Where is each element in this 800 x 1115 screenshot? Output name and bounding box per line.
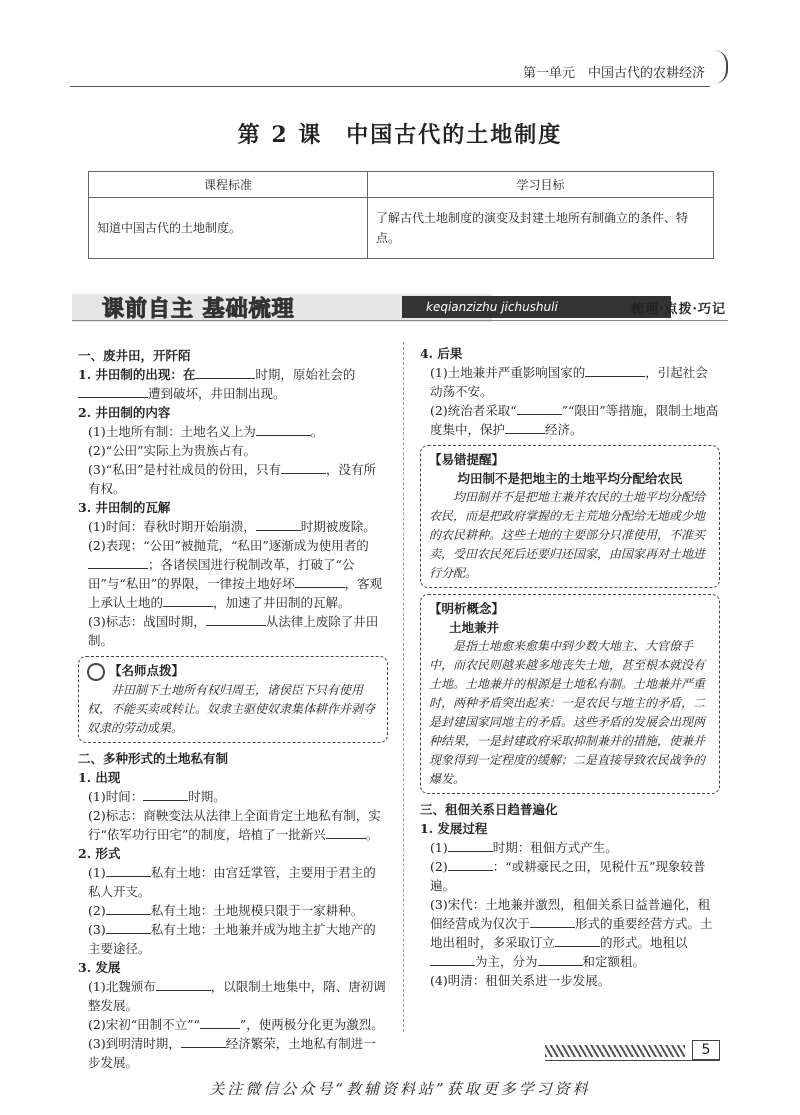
text: 时期。 <box>188 788 226 804</box>
paragraph <box>420 857 720 895</box>
text: ；各诸侯国进行税制改革，打破了“公田”与“私田”的界限，一律按土地好坏 <box>88 557 355 591</box>
paragraph <box>78 460 388 498</box>
paragraph <box>420 401 720 439</box>
fill-blank[interactable] <box>538 952 583 966</box>
text: 私有土地：由宫廷掌管，主要用于君主的私人开支。 <box>88 864 376 899</box>
subheading: 1. 出现 <box>78 769 121 785</box>
fill-blank[interactable] <box>448 838 493 852</box>
concept-box <box>420 594 720 794</box>
tip-tag <box>87 661 379 681</box>
banner-pinyin: keqianzizhu jichushuli <box>402 296 671 318</box>
fill-blank[interactable] <box>295 574 345 588</box>
subheading: 2. 井田制的内容 <box>78 405 171 420</box>
paragraph <box>420 838 720 857</box>
text: 和定额租。 <box>582 954 646 969</box>
table-row <box>89 198 714 259</box>
warning-body: 均田制并不是把地主兼并农民的土地平均分配给农民，而是把政府掌握的无主荒地分配给无地或少地的农民耕种。这些土地的主要部分只准使用，不准买卖，受田农民死后还要归还国家，由国家再对土地进行分配。 <box>429 490 706 580</box>
paragraph <box>78 806 388 844</box>
text: ，引起社会动荡不安。 <box>430 365 708 399</box>
table-header-row <box>89 172 714 198</box>
text: (2)表现：“公田”被抛荒，“私田”逐渐成为使用者的 <box>88 538 369 553</box>
text: (1) <box>88 864 106 880</box>
fill-blank[interactable] <box>195 365 255 379</box>
text: (3) <box>88 921 106 937</box>
fill-blank[interactable] <box>163 593 213 607</box>
fill-blank[interactable] <box>106 863 151 877</box>
subheading: 2. 形式 <box>78 845 121 861</box>
text: ，客观上承认土地的 <box>88 576 383 610</box>
left-column <box>78 344 388 1072</box>
paragraph <box>78 787 388 806</box>
text: 经济繁荣，土地私有制进一步发展。 <box>88 1035 376 1070</box>
paragraph <box>78 901 388 920</box>
subheading: 3. 井田制的瓦解 <box>78 500 171 515</box>
text: 时期：租佃方式产生。 <box>492 840 618 855</box>
paragraph <box>420 363 720 401</box>
tip-label: 【名师点拨】 <box>109 663 185 678</box>
warning-tag: 【易错提醒】 <box>429 452 505 467</box>
paragraph <box>78 920 388 958</box>
fill-blank[interactable] <box>156 977 211 991</box>
text: ”，使两极分化更为激烈。 <box>239 1016 384 1032</box>
concept-subtitle: 土地兼并 <box>449 620 500 635</box>
fill-blank[interactable] <box>430 952 475 966</box>
text: ”“限田”等措施，限制土地高度集中，保护 <box>430 403 719 437</box>
fill-blank[interactable] <box>88 555 148 569</box>
text: (1)土地所有制：土地名义上为 <box>88 424 256 439</box>
paragraph <box>78 1034 388 1072</box>
text: (1)土地兼并严重影响国家的 <box>430 365 586 380</box>
header-rule <box>70 86 710 87</box>
fill-blank[interactable] <box>585 363 645 377</box>
right-column <box>420 344 720 990</box>
paragraph <box>78 422 388 441</box>
page-number: 5 <box>692 1040 720 1060</box>
paragraph: (4)明清：租佃关系进一步发展。 <box>430 973 611 988</box>
text: 。 <box>310 424 324 439</box>
fill-blank[interactable] <box>517 401 562 415</box>
footer-note: 关注微信公众号“教辅资料站”获取更多学习资料 <box>209 1080 591 1098</box>
warning-box <box>420 445 720 588</box>
text: 私有土地：土地规模只限于一家耕种。 <box>150 902 364 918</box>
text: (3)标志：战国时期， <box>88 614 206 629</box>
paragraph <box>78 1015 388 1034</box>
text: 时期，原始社会的 <box>255 367 356 382</box>
unit-header: 第一单元 中国古代的农耕经济 <box>522 66 705 81</box>
text: 时期被废除。 <box>300 519 376 534</box>
warning-subtitle: 均田制不是把地主的土地平均分配给农民 <box>457 471 683 486</box>
text: 遭到破坏，井田制出现。 <box>148 386 286 401</box>
lesson-title: 第 2 课 中国古代的土地制度 <box>237 122 563 148</box>
text: ，没有所有权。 <box>88 462 377 496</box>
paragraph <box>78 863 388 901</box>
fill-blank[interactable] <box>206 612 266 626</box>
fill-blank[interactable] <box>256 422 311 436</box>
fill-blank[interactable] <box>200 1015 240 1029</box>
table-cell: 知道中国古代的土地制度。 <box>89 198 368 259</box>
tip-box <box>78 656 388 743</box>
subheading: 4. 后果 <box>420 346 463 361</box>
fill-blank[interactable] <box>326 825 366 839</box>
text: (3)到明清时期， <box>88 1035 181 1051</box>
column-divider <box>403 342 404 1032</box>
paragraph <box>78 517 388 536</box>
fill-blank[interactable] <box>78 384 148 398</box>
text: (1)时间：春秋时期开始崩溃， <box>88 519 256 534</box>
text: (2) <box>88 902 106 918</box>
paragraph <box>78 612 388 650</box>
text: ，以限制土地集中，隋、唐初调整发展。 <box>88 978 386 1013</box>
text: (2)统治者采取“ <box>430 403 517 418</box>
text: 从法律上废除了井田制。 <box>88 614 379 648</box>
paragraph <box>78 536 388 612</box>
fill-blank[interactable] <box>555 933 600 947</box>
paragraph <box>420 895 720 971</box>
text: (2)标志：商鞅变法从法律上全面肯定土地私有制，实行“依军功行田宅”的制度，培植了一批新兴 <box>88 807 381 842</box>
text: 的形式。地租以 <box>600 935 688 950</box>
text: (3)“私田”是村社成员的份田，只有 <box>88 462 281 477</box>
item-label: 1. 井田制的出现：在 <box>78 367 196 382</box>
text: (1)北魏颁布 <box>88 978 156 994</box>
fill-blank[interactable] <box>281 460 326 474</box>
fill-blank[interactable] <box>106 920 151 934</box>
fill-blank[interactable] <box>505 420 545 434</box>
banner-rule <box>72 320 728 321</box>
banner-title: 课前自主 基础梳理 <box>102 296 295 322</box>
text: 形式的重要经营方式。土地出租时，多采取订立 <box>430 916 713 950</box>
fill-blank[interactable] <box>106 901 151 915</box>
page-bar <box>545 1045 685 1057</box>
table-header-cell: 课程标准 <box>89 172 368 198</box>
section-title: 二、多种形式的土地私有制 <box>78 750 229 766</box>
header-bracket <box>712 50 728 84</box>
page-rule <box>545 1060 720 1061</box>
text: 。 <box>365 826 379 842</box>
concept-tag: 【明析概念】 <box>429 601 505 616</box>
fill-blank[interactable] <box>256 517 301 531</box>
subheading: 1. 发展过程 <box>420 821 488 836</box>
magnifier-icon <box>87 663 105 681</box>
concept-body: 是指土地愈来愈集中到少数大地主、大官僚手中，而农民则越来越多地丧失土地，甚至根本就没有土地。土地兼并的根源是土地私有制。土地兼并严重时，两种矛盾突出起来：一是农民与地主的矛盾，二是封建国家同地主的矛盾。这些矛盾的发展会出现两种结果，一是封建政府采取抑制兼并的措施，使兼并现象得到一定程度的缓解；二是直接导致农民战争的爆发。 <box>429 639 706 786</box>
paragraph <box>78 365 388 403</box>
section-banner <box>72 290 728 326</box>
text: (2) <box>430 859 448 874</box>
subheading: 3. 发展 <box>78 959 121 975</box>
text: 为主，分为 <box>475 954 538 969</box>
text: (2)宋初“田制不立”“ <box>88 1016 200 1032</box>
fill-blank[interactable] <box>448 857 493 871</box>
text: (3)宋代：土地兼并激烈，租佃关系日益普遍化，租佃经营成为仅次于 <box>430 897 711 931</box>
text: 私有土地：土地兼并成为地主扩大地产的主要途径。 <box>88 921 376 956</box>
standards-table <box>88 171 714 259</box>
text: (1) <box>430 840 448 855</box>
section-title: 三、租佃关系日趋普遍化 <box>420 802 558 817</box>
table-header-cell: 学习目标 <box>368 172 714 198</box>
paragraph: (2)“公田”实际上为贵族占有。 <box>88 443 256 458</box>
section-title: 一、废井田，开阡陌 <box>78 348 191 363</box>
fill-blank[interactable] <box>143 787 188 801</box>
text: ：“或耕豪民之田，见税什五”现象较普遍。 <box>430 859 706 893</box>
text: 经济。 <box>545 422 583 437</box>
fill-blank[interactable] <box>530 914 575 928</box>
text: (1)时间： <box>88 788 144 804</box>
banner-tagline: 梳理·点拨·巧记 <box>630 302 726 317</box>
fill-blank[interactable] <box>181 1034 226 1048</box>
tip-body: 井田制下土地所有权归周王，诸侯臣下只有使用权，不能买卖或转让。奴隶主驱使奴隶集体耕作并剥夺奴隶的劳动成果。 <box>87 682 376 735</box>
table-cell: 了解古代土地制度的演变及封建土地所有制确立的条件、特点。 <box>368 198 714 259</box>
paragraph <box>78 977 388 1015</box>
text: ，加速了井田制的瓦解。 <box>213 595 351 610</box>
